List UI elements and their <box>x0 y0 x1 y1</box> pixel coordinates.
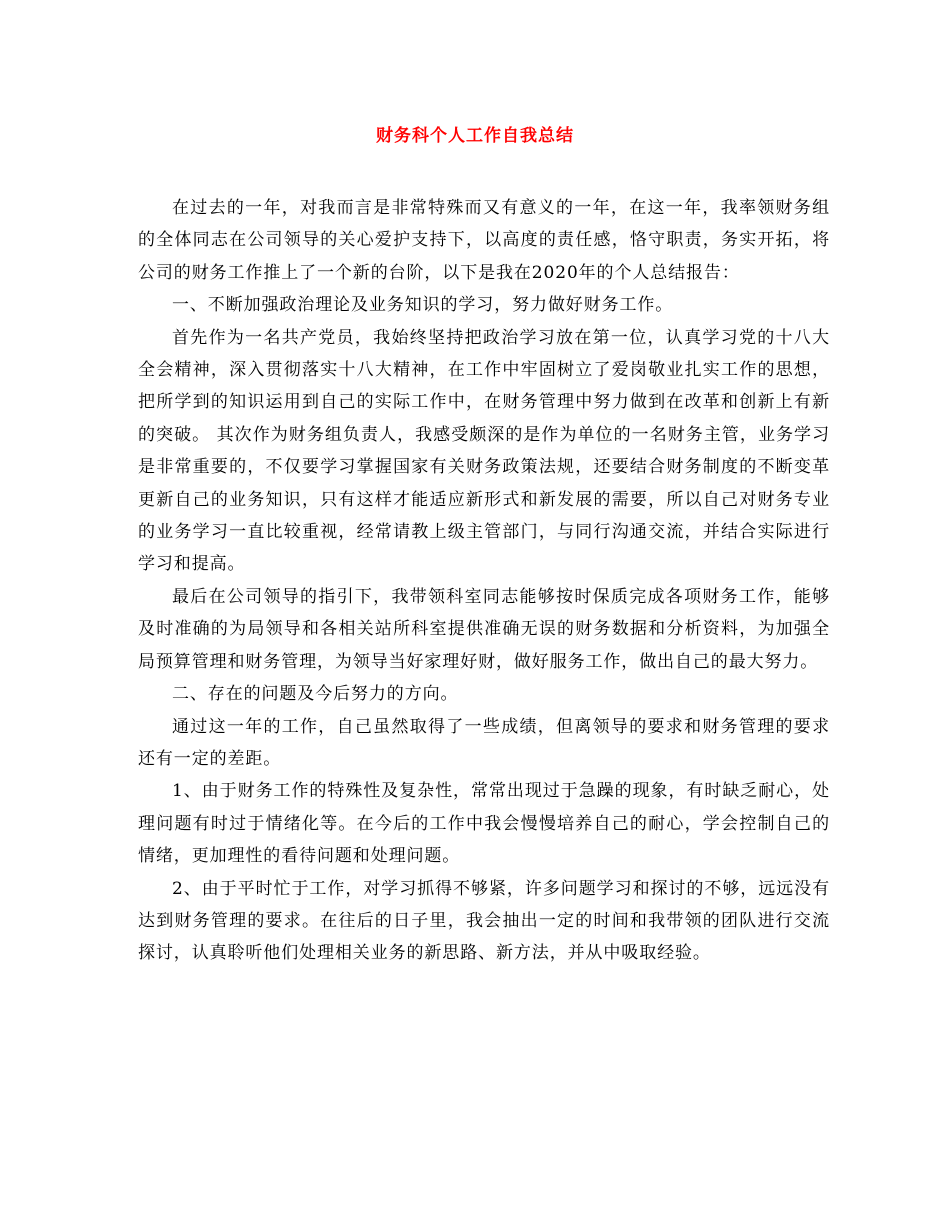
paragraph-intro: 在过去的一年，对我而言是非常特殊而又有意义的一年，在这一年，我率领财务组的全体同志在公司领导的关心爱护支持下，以高度的责任感，恪守职责，务实开拓，将公司的财务工作推上了一个新的台阶，以下是我在2020年的个人总结报告： <box>138 198 830 283</box>
paragraph-issue-2: 2、由于平时忙于工作，对学习抓得不够紧，许多问题学习和探讨的不够，远远没有达到财务管理的要求。在往后的日子里，我会抽出一定的时间和我带领的团队进行交流探讨，认真聆听他们处理相关业务的新思路、新方法，并从中吸取经验。 <box>138 878 830 964</box>
paragraph-gap: 通过这一年的工作，自己虽然取得了一些成绩，但离领导的要求和财务管理的要求还有一定的差距。 <box>138 716 830 769</box>
document-title: 财务科个人工作自我总结 <box>376 126 574 146</box>
paragraph-issue-1: 1、由于财务工作的特殊性及复杂性，常常出现过于急躁的现象，有时缺乏耐心，处理问题有时过于情绪化等。在今后的工作中我会慢慢培养自己的耐心，学会控制自己的情绪，更加理性的看待问题和处理问题。 <box>138 781 830 867</box>
section-heading-2: 二、存在的问题及今后努力的方向。 <box>172 684 459 705</box>
document-body <box>138 192 830 970</box>
section-heading-1: 一、不断加强政治理论及业务知识的学习，努力做好财务工作。 <box>172 295 674 316</box>
paragraph-study: 首先作为一名共产党员，我始终坚持把政治学习放在第一位，认真学习党的十八大全会精神，深入贯彻落实十八大精神，在工作中牢固树立了爱岗敬业扎实工作的思想，把所学到的知识运用到自己的实际工作中，在财务管理中努力做到在改革和创新上有新的突破。 其次作为财务组负责人，我感受颇深的是作为单位的一名财务主管，业务学习是非常重要的，不仅要学习掌握国家有关财务政策法规，还要结合财务制度的不断变革更新自己的业务知识，只有这样才能适应新形式和新发展的需要，所以自己对财务专业的业务学习一直比较重视，经常请教上级主管部门，与同行沟通交流，并结合实际进行学习和提高。 <box>138 327 830 575</box>
paragraph-leadership: 最后在公司领导的指引下，我带领科室同志能够按时保质完成各项财务工作，能够及时准确的为局领导和各相关站所科室提供准确无误的财务数据和分析资料，为加强全局预算管理和财务管理，为领导当好家理好财，做好服务工作，做出自己的最大努力。 <box>138 586 830 672</box>
